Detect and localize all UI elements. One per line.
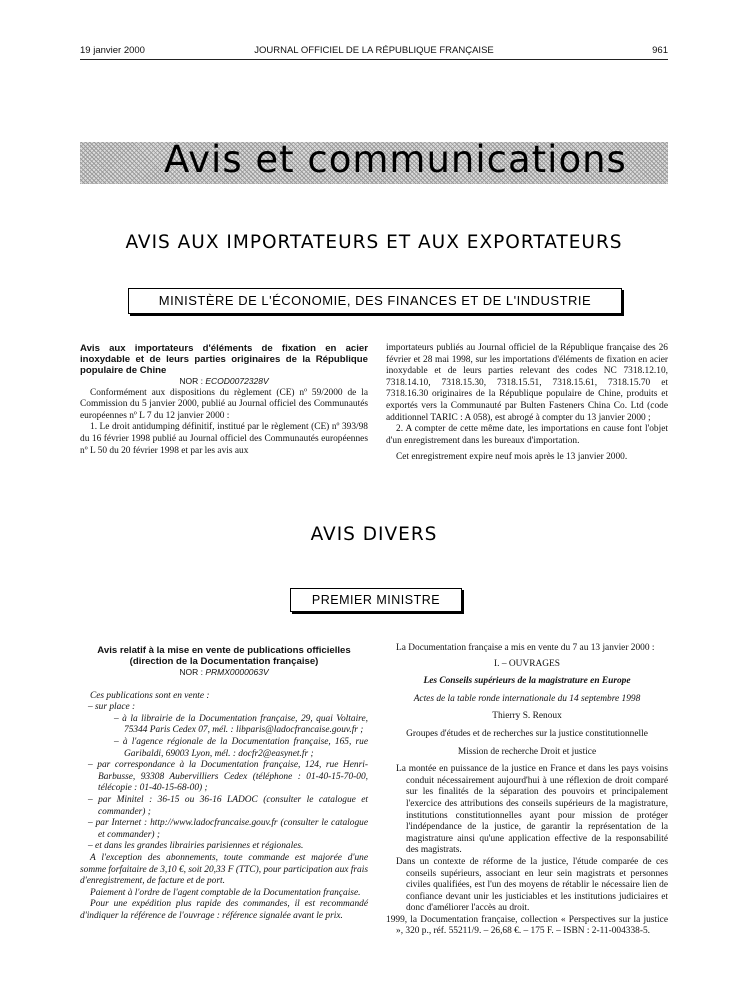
list-item: – par Minitel : 36-15 ou 36-16 LADOC (consulter le catalogue et commander) ; bbox=[88, 794, 368, 817]
publications-right-column bbox=[386, 643, 668, 938]
page-header bbox=[80, 45, 668, 60]
article-title: Avis aux importateurs d'éléments de fixation en acier inoxydable et de leurs parties originaires de la République populaire de Chine bbox=[80, 343, 368, 376]
right-intro: La Documentation française a mis en vente du 7 au 13 janvier 2000 : bbox=[396, 643, 655, 653]
banner-title: Avis et communications bbox=[164, 138, 627, 181]
book-description: La montée en puissance de la justice en France et dans les pays voisins conduit nécessairement aujourd'hui à une réflexion de droit comparé sur les finalités de la séparation des pouvoirs et principalement l'exercice des attributions des conseils supérieurs de la magistrature, institutions constitutionnelles ayant pour mission de protéger l'indépendance de la justice, de garantir la représentation de la magistrature ainsi qu'une application effective de la responsabilité des magistrats. bbox=[396, 764, 668, 856]
ministry-box-premier-ministre bbox=[290, 588, 462, 612]
header-page-number: 961 bbox=[652, 45, 668, 56]
publications-left-column bbox=[80, 645, 368, 922]
nor-code: PRMX0000063V bbox=[205, 667, 269, 677]
section-title-importateurs: AVIS AUX IMPORTATEURS ET AUX EXPORTATEURS bbox=[125, 232, 623, 253]
nor-code: ECOD0072328V bbox=[205, 376, 269, 386]
nor-label: NOR : bbox=[179, 376, 203, 386]
ministry-name: MINISTÈRE DE L'ÉCONOMIE, DES FINANCES ET DE L'INDUSTRIE bbox=[158, 293, 592, 308]
sales-info bbox=[80, 691, 368, 923]
mission: Mission de recherche Droit et justice bbox=[457, 746, 597, 757]
sales-sublist bbox=[98, 714, 368, 760]
list-item: – à l'agence régionale de la Documentation française, 165, rue Garibaldi, 69003 Lyon, mél. : docfr2@easynet.fr ; bbox=[114, 736, 368, 759]
ministry-name: PREMIER MINISTRE bbox=[311, 593, 441, 607]
book-author: Thierry S. Renoux bbox=[492, 711, 562, 722]
article-paragraph: Conformément aux dispositions du règlement (CE) nº 59/2000 de la Commission du 5 janvier 2000, publié au Journal officiel des Communautés européennes nº L 7 du 12 janvier 2000 : bbox=[80, 387, 368, 421]
article-title-line: (direction de la Documentation française) bbox=[129, 656, 319, 667]
header-journal-title: JOURNAL OFFICIEL DE LA RÉPUBLIQUE FRANÇAISE bbox=[254, 45, 494, 56]
article-paragraph: Cet enregistrement expire neuf mois après le 13 janvier 2000. bbox=[396, 452, 628, 463]
closing-paragraph: Paiement à l'ordre de l'agent comptable de la Documentation française. bbox=[90, 887, 361, 898]
closing-paragraph: A l'exception des abonnements, toute commande est majorée d'une somme forfaitaire de 3,10 €, soit 20,33 F (TTC), pour participation aux frais d'enregistrement, de facture et de port. bbox=[80, 852, 368, 887]
book-title: Les Conseils supérieurs de la magistrature en Europe bbox=[423, 676, 631, 687]
list-item: – et dans les grandes librairies parisiennes et régionales. bbox=[88, 841, 304, 852]
list-item: – à la librairie de la Documentation française, 29, quai Voltaire, 75344 Paris Cedex 07, mél. : libparis@ladocfrancaise.gouv.fr ; bbox=[114, 713, 368, 736]
closing-paragraph: Pour une expédition plus rapide des commandes, il est recommandé d'indiquer la référence de l'ouvrage : référence signalée avant le prix. bbox=[80, 899, 368, 921]
book-subtitle: Actes de la table ronde internationale du 14 septembre 1998 bbox=[413, 693, 641, 704]
article-left-column bbox=[80, 343, 368, 457]
sales-list bbox=[80, 702, 368, 853]
section-title-avis-divers: AVIS DIVERS bbox=[310, 524, 438, 545]
nor-reference bbox=[80, 376, 368, 388]
nor-reference bbox=[80, 667, 368, 679]
book-description: Dans un contexte de réforme de la justice, l'étude comparée de ces conseils supérieurs, associant en leur sein magistrats et personnes civiles qualifiées, est l'un des moyens de rétablir le nécessaire lien de confiance devant unir les justiciables et les institutions judiciaires et donc d'améliorer l'accès au droit. bbox=[396, 856, 668, 914]
ministry-box-economie bbox=[128, 288, 622, 314]
article-paragraph: 1. Le droit antidumping définitif, institué par le règlement (CE) nº 393/98 du 16 février 1998 publié au Journal officiel des Communautés européennes nº L 50 du 20 février 1998 et par les avis aux bbox=[80, 422, 368, 456]
nor-label: NOR : bbox=[179, 667, 203, 677]
article-paragraph: importateurs publiés au Journal officiel de la République française des 26 février et 28 mai 1998, sur les importations d'éléments de fixation en acier inoxydable et de leurs parties relevant des codes NC 7318.12.10, 7318.14.10, 7318.15.30, 7318.15.51, 7318.15.61, 7318.15.70 et 7318.16.30 originaires de la République populaire de Chine, produits et exportés vers la Communauté par Bulten Fasteners China Co. Ltd (code additionnel TARIC : A 058), est abrogé à compter du 13 janvier 2000 ; bbox=[386, 343, 668, 423]
publisher-group: Groupes d'études et de recherches sur la justice constitutionnelle bbox=[406, 728, 648, 739]
header-date: 19 janvier 2000 bbox=[80, 45, 145, 56]
article-title-line: Avis relatif à la mise en vente de publications officielles bbox=[97, 645, 351, 656]
section-banner bbox=[80, 138, 668, 184]
list-item: – par Internet : http://www.ladocfrancaise.gouv.fr (consulter le catalogue et commander) ; bbox=[88, 818, 368, 840]
sales-intro: Ces publications sont en vente : bbox=[90, 690, 210, 701]
list-item: – par correspondance à la Documentation française, 124, rue Henri-Barbusse, 93308 Aubervilliers Cedex (téléphone : 01-40-15-70-00, télécopie : 01-40-15-68-00) ; bbox=[88, 760, 368, 794]
article-paragraph: 2. A compter de cette même date, les importations en cause font l'objet d'un enregistrement dans les bureaux d'importation. bbox=[386, 424, 668, 446]
ouvrages-heading: I. – OUVRAGES bbox=[494, 658, 560, 669]
list-item: – sur place : – à la librairie de la Documentation française, 29, quai Voltaire, 75344 Paris Cedex 07, mél. : libparis@ladocfrancaise.gouv.fr ; – à l'agence régionale de la Documentation française, 165, rue Garibaldi, 69003 Lyon, mél. : docfr2@easynet.fr ; bbox=[88, 702, 368, 759]
publication-details: 1999, la Documentation française, collection « Perspectives sur la justice », 320 p., réf. 55211/9. – 26,68 €. – 175 F. – ISBN : 2-11-004338-5. bbox=[386, 914, 668, 937]
article-right-column bbox=[386, 343, 668, 464]
